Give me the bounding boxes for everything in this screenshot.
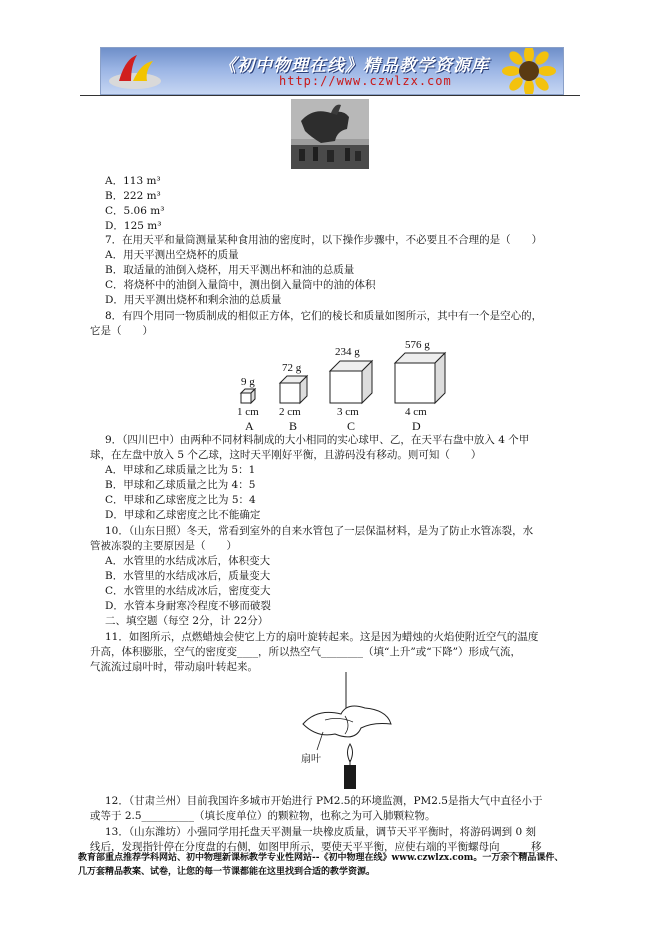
text-line: 7．在用天平和量筒测量某种食用油的密度时，以下操作步骤中，不必要且不合理的是（ ） [105,234,543,246]
cube-b-edge: 2 cm [279,406,301,418]
fan-label: 扇叶 [301,754,321,765]
text-line: C．5.06 m³ [105,205,165,217]
cube-c-mass: 234 g [335,346,360,358]
text-line: C．甲球和乙球密度之比为 5：4 [105,494,256,506]
text-line: 升高，体积膨胀，空气的密度变____，所以热空气________（填“上升”或“下降”）形成气流， [90,646,521,658]
text-line: 管被冻裂的主要原因是（ ） [90,540,237,552]
text-line: B．取适量的油倒入烧杯，用天平测出杯和油的总质量 [105,264,355,276]
cube-a-mass: 9 g [241,376,255,388]
text-line: 或等于 2.5__________（填长度单位）的颗粒物，也称之为可入肺颗粒物。 [90,810,436,822]
cube-d-letter: D [412,419,421,433]
banner-title: 《初中物理在线》精品教学资源库 [219,56,489,76]
cube-a [237,376,259,433]
text-line: A．甲球和乙球质量之比为 5：1 [105,464,256,476]
text-line: 10．（山东日照）冬天，常看到室外的自来水管包了一层保温材料，是为了防止水管冻裂，水 [105,525,534,537]
statue-photo [291,99,369,169]
cube-figure [225,337,450,433]
cube-c [330,346,372,433]
text-line: C．将烧杯中的油倒入量筒中，测出倒入量筒中的油的体积 [105,279,376,291]
text-line: B．甲球和乙球质量之比为 4：5 [105,479,256,491]
cube-a-edge: 1 cm [237,406,259,418]
text-line: A．水管里的水结成冰后，体积变大 [105,555,271,567]
text-line: 8．有四个用同一物质制成的相似正方体，它们的棱长和质量如图所示，其中有一个是空心的， [105,310,543,322]
text-line: 球，在左盘中放入 5 个乙球，这时天平刚好平衡，且游码没有移动。则可知（ ） [90,449,482,461]
cube-b-mass: 72 g [282,362,302,374]
text-line: 气流流过扇叶时，带动扇叶转起来。 [90,661,258,673]
text-line: D．甲球和乙球密度之比不能确定 [105,509,261,521]
text-line: D．水管本身耐寒冷程度不够而破裂 [105,600,271,612]
cube-d-mass: 576 g [405,339,430,351]
text-line: 13．（山东潍坊）小强同学用托盘天平测量一块橡皮质量，调节天平平衡时，将游码调到 0 刻 [105,826,536,838]
text-line: D．125 m³ [105,220,162,232]
text-line: A．用天平测出空烧杯的质量 [105,249,239,261]
logo-icon [107,51,163,91]
cube-d [395,339,445,433]
text-line: C．水管里的水结成冰后，密度变大 [105,585,271,597]
cube-a-letter: A [245,419,254,433]
text-line: 二、填空题（每空 2分，计 22分） [105,615,269,627]
text-line: D．用天平测出烧杯和剩余油的总质量 [105,294,282,306]
text-line: 9．（四川巴中）由两种不同材料制成的大小相同的实心球甲、乙，在天平右盘中放入 4 个甲 [105,434,530,446]
footer-line-2: 几万套精品教案、试卷，让您的每一节课都能在这里找到合适的教学资源。 [78,867,376,877]
text-line: 12．（甘肃兰州）目前我国许多城市开始进行 PM2.5的环境监测，PM2.5是指大气中直径小于 [105,795,543,807]
cube-b-letter: B [289,419,298,433]
text-line: 它是（ ） [90,325,153,337]
candle-fan-figure [295,672,395,790]
text-line: A．113 m³ [105,175,161,187]
text-line: 11．如图所示，点燃蜡烛会使它上方的扇叶旋转起来。这是因为蜡烛的火焰使附近空气的温度 [105,631,539,643]
sunflower-icon [499,48,559,94]
text-line: 线后，发现指针停在分度盘的右侧，如图甲所示，要使天平平衡，应使右端的平衡螺母向______移 [90,841,542,853]
cube-d-edge: 4 cm [405,406,427,418]
header-banner [100,47,564,95]
header-rule [80,95,580,96]
cube-b [279,362,307,433]
banner-url: http://www.czwlzx.com [279,74,452,88]
text-line: B．222 m³ [105,190,161,202]
text-line: B．水管里的水结成冰后，质量变大 [105,570,271,582]
cube-c-letter: C [347,419,356,433]
cube-c-edge: 3 cm [337,406,359,418]
footer-line-1: 教育部重点推荐学科网站、初中物理新课标教学专业性网站--《初中物理在线》www.czwlzx.com。一万余个精品课件、 [78,853,564,863]
